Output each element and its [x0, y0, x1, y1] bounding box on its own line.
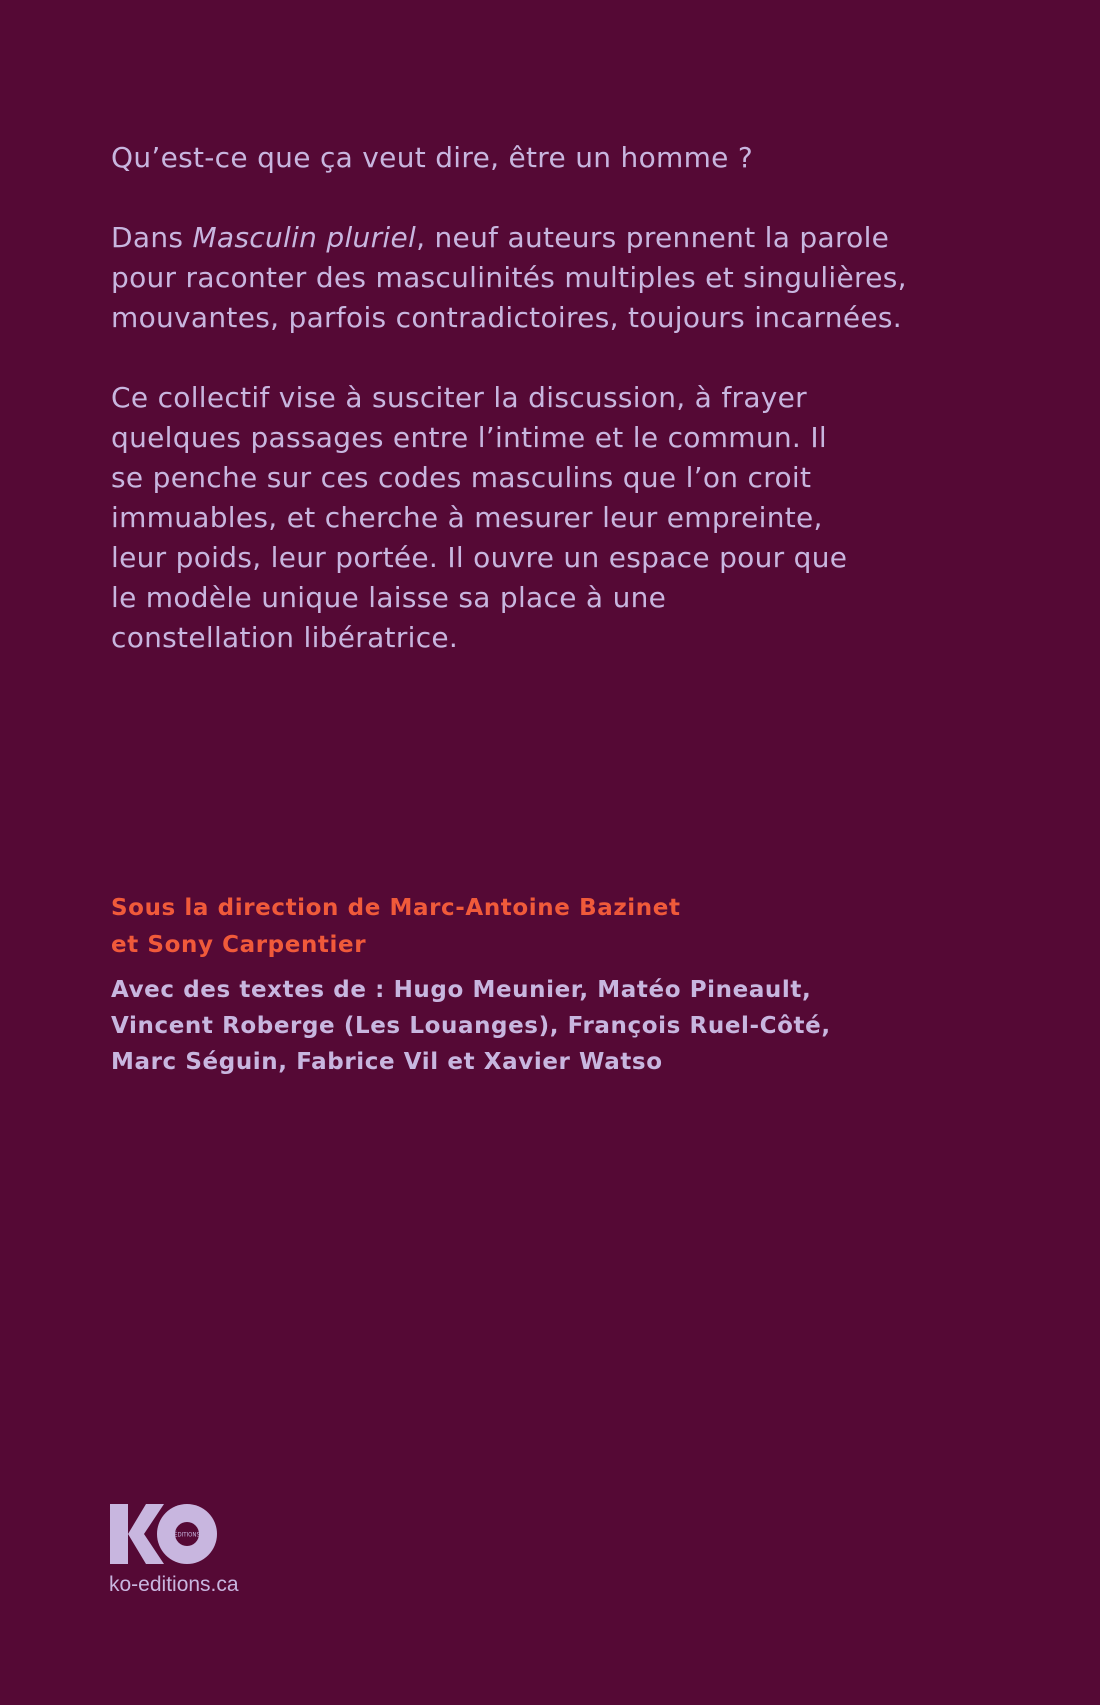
authors-line: Vincent Roberge (Les Louanges), François Ruel-Côté, [111, 1013, 831, 1039]
credits [111, 890, 1011, 1080]
svg-text:ÉDITIONS: ÉDITIONS [174, 1531, 200, 1539]
blurb-text: , neuf auteurs prennent la parole pour raconter des masculinités multiples et singulières, mouvantes, parfois contradictoires, toujours incarnées. [111, 221, 907, 334]
authors [111, 972, 1011, 1080]
authors-line: Marc Séguin, Fabrice Vil et Xavier Watso [111, 1049, 663, 1075]
blurb-paragraph-3: Ce collectif vise à susciter la discussion, à frayer quelques passages entre l’intime et le commun. Il se penche sur ces codes masculins que l’on croit immuables, et cherche à mesurer leur empreinte, leur poids, leur portée. Il ouvre un espace pour que le modèle unique laisse sa place à une constellation libératrice. [111, 381, 848, 654]
blurb-paragraph-2 [111, 218, 911, 338]
blurb-text: Dans [111, 221, 193, 254]
authors-line: Avec des textes de : Hugo Meunier, Matéo Pineault, [111, 977, 812, 1003]
ko-editions-logo [110, 1502, 218, 1566]
blurb-question: Qu’est-ce que ça veut dire, être un homme ? [111, 141, 754, 174]
editors [111, 890, 1011, 964]
back-cover-blurb [111, 138, 1011, 698]
editors-line: et Sony Carpentier [111, 932, 367, 958]
publisher-website-link[interactable]: ko-editions.ca [109, 1573, 239, 1596]
editors-line: Sous la direction de Marc-Antoine Bazinet [111, 895, 681, 921]
book-title: Masculin pluriel [192, 221, 417, 254]
